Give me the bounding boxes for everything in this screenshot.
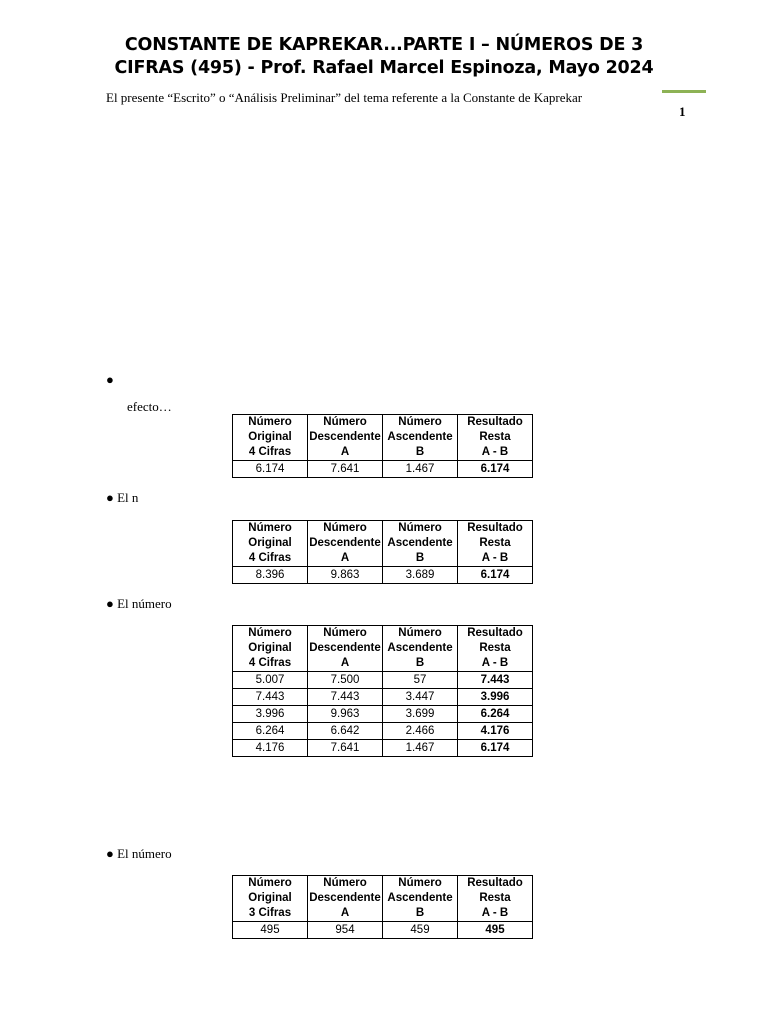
header-cell: Descendente (309, 431, 381, 443)
table-row (233, 922, 533, 939)
header-cell: Número (233, 521, 308, 537)
header-cell: Número (233, 626, 308, 642)
header-cell: Original (233, 891, 308, 906)
header-cell: A - B (458, 445, 533, 461)
header-cell: A (308, 656, 383, 672)
cell-descending: 6.642 (308, 723, 383, 740)
header-cell: B (383, 445, 458, 461)
cell-descending: 9.963 (308, 706, 383, 723)
header-cell: A - B (458, 551, 533, 567)
header-cell: Número (308, 876, 383, 892)
cell-result: 6.174 (458, 567, 533, 584)
cell-original: 3.996 (233, 706, 308, 723)
cell-result: 7.443 (458, 672, 533, 689)
header-cell: Ascendente (383, 891, 458, 906)
header-cell: Ascendente (383, 430, 458, 445)
header-cell: A - B (458, 656, 533, 672)
cell-ascending: 57 (383, 672, 458, 689)
cell-ascending: 1.467 (383, 461, 458, 478)
cell-result: 495 (458, 922, 533, 939)
header-cell: Resta (458, 641, 533, 656)
cell-descending: 954 (308, 922, 383, 939)
header-cell: Original (233, 641, 308, 656)
header-cell: Resultado (458, 521, 533, 537)
efecto-text: efecto… (127, 399, 172, 414)
header-cell: Número (233, 876, 308, 892)
header-cell: Número (383, 521, 458, 537)
cell-ascending: 3.689 (383, 567, 458, 584)
table-row (233, 672, 533, 689)
title-line-2: CIFRAS (495) - Prof. Rafael Marcel Espinoza, Mayo 2024 (114, 58, 654, 78)
header-cell: Resultado (458, 626, 533, 642)
cell-original: 6.264 (233, 723, 308, 740)
cell-original: 495 (233, 922, 308, 939)
header-cell: Número (383, 626, 458, 642)
header-cell: Resultado (458, 876, 533, 892)
header-cell: 4 Cifras (233, 551, 308, 567)
header-cell: Número (383, 876, 458, 892)
cell-original: 5.007 (233, 672, 308, 689)
cell-result: 3.996 (458, 689, 533, 706)
table-row (233, 723, 533, 740)
cell-ascending: 1.467 (383, 740, 458, 757)
header-cell: A - B (458, 906, 533, 922)
header-cell: B (383, 656, 458, 672)
header-cell: Número (308, 521, 383, 537)
header-cell: Resta (458, 430, 533, 445)
cell-original: 6.174 (233, 461, 308, 478)
header-cell: Resta (458, 536, 533, 551)
cell-descending: 9.863 (308, 567, 383, 584)
header-cell: A (308, 551, 383, 567)
cell-ascending: 3.699 (383, 706, 458, 723)
header-cell: Número (308, 626, 383, 642)
cell-result: 6.174 (458, 740, 533, 757)
cell-result: 6.174 (458, 461, 533, 478)
document-title (0, 34, 768, 80)
header-cell: Ascendente (383, 536, 458, 551)
header-cell: A (308, 445, 383, 461)
table-row (233, 461, 533, 478)
header-cell: Descendente (309, 892, 381, 904)
cell-descending: 7.641 (308, 740, 383, 757)
header-cell: B (383, 906, 458, 922)
cell-original: 4.176 (233, 740, 308, 757)
header-cell: 4 Cifras (233, 445, 308, 461)
table-row (233, 689, 533, 706)
table-row (233, 740, 533, 757)
cell-result: 4.176 (458, 723, 533, 740)
kaprekar-table-6174 (232, 414, 533, 478)
cell-original: 7.443 (233, 689, 308, 706)
header-cell: Número (308, 415, 383, 431)
cell-ascending: 3.447 (383, 689, 458, 706)
header-cell: A (308, 906, 383, 922)
header-accent-rule (662, 90, 706, 93)
header-cell: Descendente (309, 642, 381, 654)
header-cell: Resta (458, 891, 533, 906)
table-row (233, 706, 533, 723)
header-cell: Original (233, 536, 308, 551)
title-line-1: CONSTANTE DE KAPREKAR...PARTE I – NÚMEROS DE 3 (124, 35, 644, 55)
header-cell: B (383, 551, 458, 567)
cell-descending: 7.641 (308, 461, 383, 478)
kaprekar-table-8396 (232, 520, 533, 584)
table-row (233, 567, 533, 584)
header-cell: 3 Cifras (233, 906, 308, 922)
cell-ascending: 2.466 (383, 723, 458, 740)
header-cell: 4 Cifras (233, 656, 308, 672)
header-cell: Ascendente (383, 641, 458, 656)
header-cell: Resultado (458, 415, 533, 431)
header-text: El presente “Escrito” o “Análisis Preliminar” del tema referente a la Constante de Kaprekar (106, 90, 583, 105)
bullet-item-2: ● El n (106, 490, 139, 505)
bullet-item-1: ● (106, 372, 114, 387)
kaprekar-table-5007 (232, 625, 533, 757)
cell-ascending: 459 (383, 922, 458, 939)
cell-result: 6.264 (458, 706, 533, 723)
header-cell: Número (233, 415, 308, 431)
bullet-item-4: ● El número (106, 846, 172, 861)
cell-original: 8.396 (233, 567, 308, 584)
page-number: 1 (679, 104, 686, 119)
bullet-item-3: ● El número (106, 596, 172, 611)
header-cell: Número (383, 415, 458, 431)
header-cell: Descendente (309, 537, 381, 549)
header-cell: Original (233, 430, 308, 445)
cell-descending: 7.443 (308, 689, 383, 706)
cell-descending: 7.500 (308, 672, 383, 689)
kaprekar-table-495 (232, 875, 533, 939)
